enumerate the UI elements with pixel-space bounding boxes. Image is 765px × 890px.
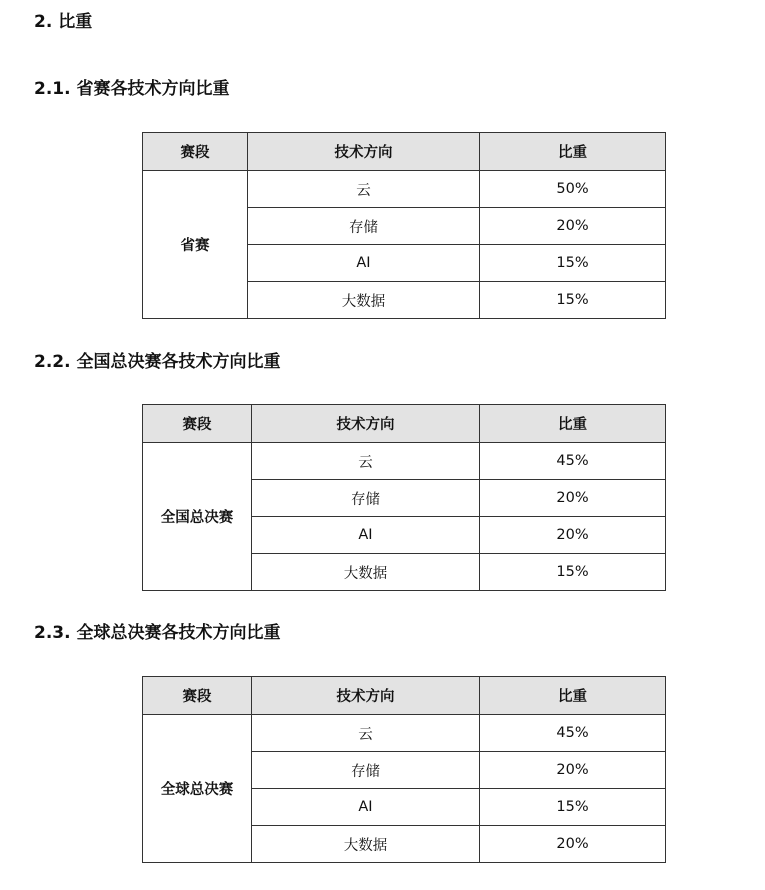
weight-cell: 15%: [480, 789, 666, 826]
direction-cell: 存储: [252, 480, 480, 517]
weight-cell: 20%: [480, 826, 666, 863]
header-stage: 赛段: [143, 133, 248, 171]
direction-cell: 大数据: [252, 554, 480, 591]
header-stage: 赛段: [143, 677, 252, 715]
header-weight: 比重: [480, 133, 666, 171]
weight-cell: 20%: [480, 480, 666, 517]
table-row: [143, 715, 666, 752]
stage-cell: 全球总决赛: [143, 715, 252, 863]
stage-cell: 全国总决赛: [143, 443, 252, 591]
section-heading-global-final: 2.3. 全球总决赛各技术方向比重: [34, 623, 281, 643]
weight-table-provincial: [142, 132, 666, 319]
weight-cell: 15%: [480, 554, 666, 591]
stage-cell: 省赛: [143, 171, 248, 319]
header-direction: 技术方向: [252, 405, 480, 443]
table-row: [143, 443, 666, 480]
direction-cell: AI: [252, 517, 480, 554]
direction-cell: AI: [248, 245, 480, 282]
weight-cell: 15%: [480, 245, 666, 282]
direction-cell: 存储: [248, 208, 480, 245]
weight-cell: 20%: [480, 752, 666, 789]
weight-table-global-final: [142, 676, 666, 863]
weight-cell: 20%: [480, 517, 666, 554]
weight-cell: 50%: [480, 171, 666, 208]
weight-cell: 15%: [480, 282, 666, 319]
table-header-row: [143, 133, 666, 171]
weight-table-national-final: [142, 404, 666, 591]
page-title: 2. 比重: [34, 12, 93, 32]
direction-cell: 大数据: [252, 826, 480, 863]
direction-cell: 存储: [252, 752, 480, 789]
weight-cell: 45%: [480, 443, 666, 480]
header-direction: 技术方向: [252, 677, 480, 715]
section-heading-provincial: 2.1. 省赛各技术方向比重: [34, 79, 230, 99]
direction-cell: 云: [252, 715, 480, 752]
header-direction: 技术方向: [248, 133, 480, 171]
header-weight: 比重: [480, 677, 666, 715]
direction-cell: 云: [248, 171, 480, 208]
direction-cell: 大数据: [248, 282, 480, 319]
direction-cell: AI: [252, 789, 480, 826]
weight-cell: 20%: [480, 208, 666, 245]
header-weight: 比重: [480, 405, 666, 443]
section-heading-national-final: 2.2. 全国总决赛各技术方向比重: [34, 352, 281, 372]
weight-cell: 45%: [480, 715, 666, 752]
direction-cell: 云: [252, 443, 480, 480]
table-header-row: [143, 677, 666, 715]
table-header-row: [143, 405, 666, 443]
table-row: [143, 171, 666, 208]
header-stage: 赛段: [143, 405, 252, 443]
